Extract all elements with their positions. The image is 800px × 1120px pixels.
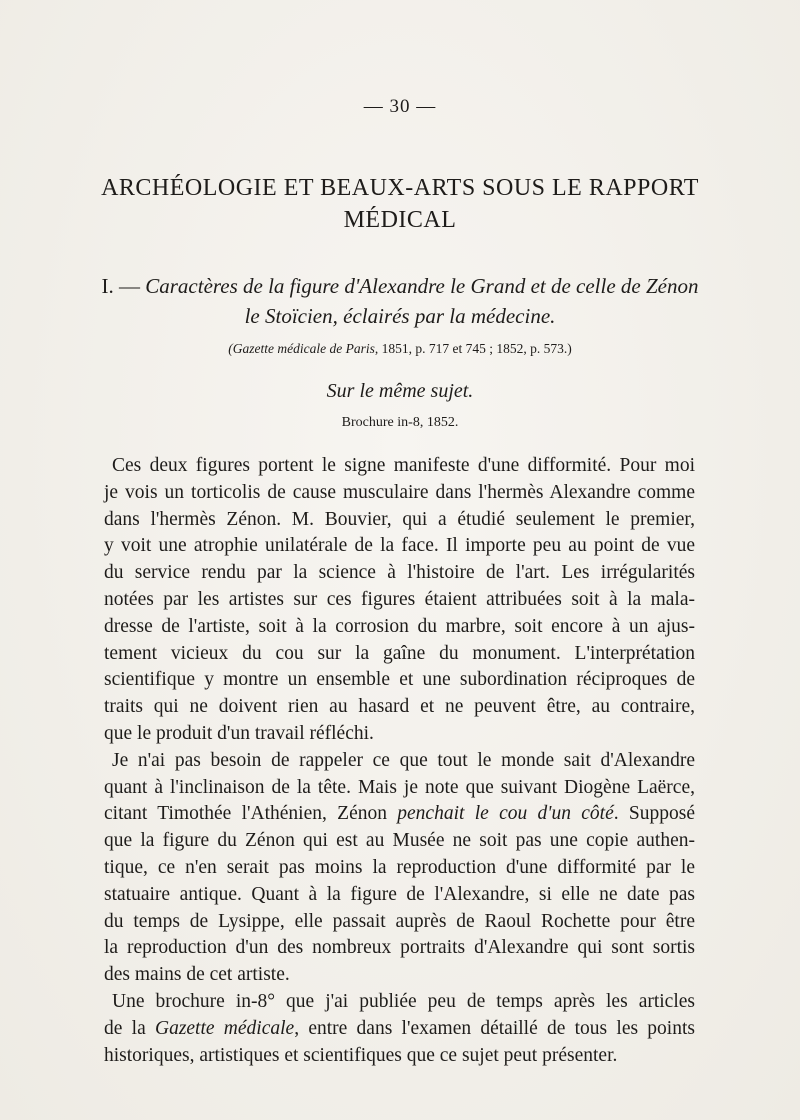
page-number: — 30 —: [363, 96, 437, 117]
body-text: [98, 453, 695, 1069]
text-line: la reproduction d'un des nombreux portraits d'Alexandre qui sont sortis: [104, 937, 695, 959]
text-line: historiques, artistiques et scientifiques que ce sujet peut présenter.: [104, 1044, 618, 1066]
paragraph-2: [98, 748, 695, 989]
title-line-1: ARCHÉOLOGIE ET BEAUX-ARTS SOUS LE RAPPORT: [101, 175, 699, 201]
text-run: citant Timothée l'Athénien, Zénon: [104, 803, 398, 825]
text-line: du service rendu par la science à l'histoire de l'art. Les irrégularités: [104, 562, 695, 584]
journal-italic: Gazette médicale: [154, 1017, 295, 1039]
text-line: Une brochure in-8° que j'ai publiée peu de temps après les articles: [112, 990, 695, 1012]
text-line: Je n'ai pas besoin de rappeler ce que tout le monde sait d'Alexandre: [112, 749, 695, 771]
entry-heading-line-2: le Stoïcien, éclairés par la médecine.: [244, 304, 556, 328]
page-title: [60, 172, 740, 236]
text-line: tement vicieux du cou sur la gaîne du monument. L'interprétation: [104, 642, 695, 664]
text-run: de la: [104, 1017, 155, 1039]
citation: [0, 341, 800, 357]
text-line: que la figure du Zénon qui est au Musée ne soit pas une copie authen-: [104, 830, 695, 852]
entry-heading-line-1: [0, 274, 800, 299]
entry-numeral: I. —: [101, 274, 140, 298]
brochure-note: Brochure in-8, 1852.: [341, 415, 459, 430]
title-line-2: MÉDICAL: [343, 207, 457, 233]
text-line-mixed: [98, 1016, 695, 1043]
text-run: , entre dans l'examen détaillé de tous les points: [294, 1017, 695, 1039]
text-line: statuaire antique. Quant à la figure de l'Alexandre, si elle ne date pas: [104, 883, 695, 905]
text-line: des mains de cet artiste.: [104, 964, 290, 986]
text-line: scientifique y montre un ensemble et une subordination réciproques de: [104, 669, 695, 691]
text-line: tique, ce n'en serait pas moins la reproduction d'une difformité par le: [104, 856, 695, 878]
text-line: que le produit d'un travail réfléchi.: [104, 722, 374, 744]
text-line: dans l'hermès Zénon. M. Bouvier, qui a étudié seulement le premier,: [104, 508, 695, 530]
text-line: traits qui ne doivent rien au hasard et ne peuvent être, au contraire,: [104, 696, 695, 718]
citation-journal: (Gazette médicale de Paris: [228, 341, 375, 356]
entry-title-1: Caractères de la figure d'Alexandre le Grand et de celle de Zénon: [145, 274, 699, 298]
text-line: notées par les artistes sur ces figures étaient attribuées soit à la mala-: [104, 588, 695, 610]
subtitle: Sur le même sujet.: [326, 380, 474, 402]
text-line: Ces deux figures portent le signe manifeste d'une difformité. Pour moi: [112, 455, 695, 476]
text-run: . Supposé: [613, 803, 695, 825]
text-line-mixed: [98, 801, 695, 828]
text-line: quant à l'inclinaison de la tête. Mais je note que suivant Diogène Laërce,: [104, 776, 695, 798]
paragraph-3: [98, 989, 695, 1069]
citation-details: , 1851, p. 717 et 745 ; 1852, p. 573.): [374, 341, 572, 356]
paragraph-1: [98, 453, 695, 748]
text-line: dresse de l'artiste, soit à la corrosion du marbre, soit encore à un ajus-: [104, 615, 695, 637]
quotation-italic: penchait le cou d'un côté: [397, 803, 614, 825]
text-line: je vois un torticolis de cause musculaire dans l'hermès Alexandre comme: [104, 481, 695, 503]
text-line: y voit une atrophie unilatérale de la face. Il importe peu au point de vue: [104, 535, 695, 557]
text-line: du temps de Lysippe, elle passait auprès de Raoul Rochette pour être: [104, 910, 695, 932]
